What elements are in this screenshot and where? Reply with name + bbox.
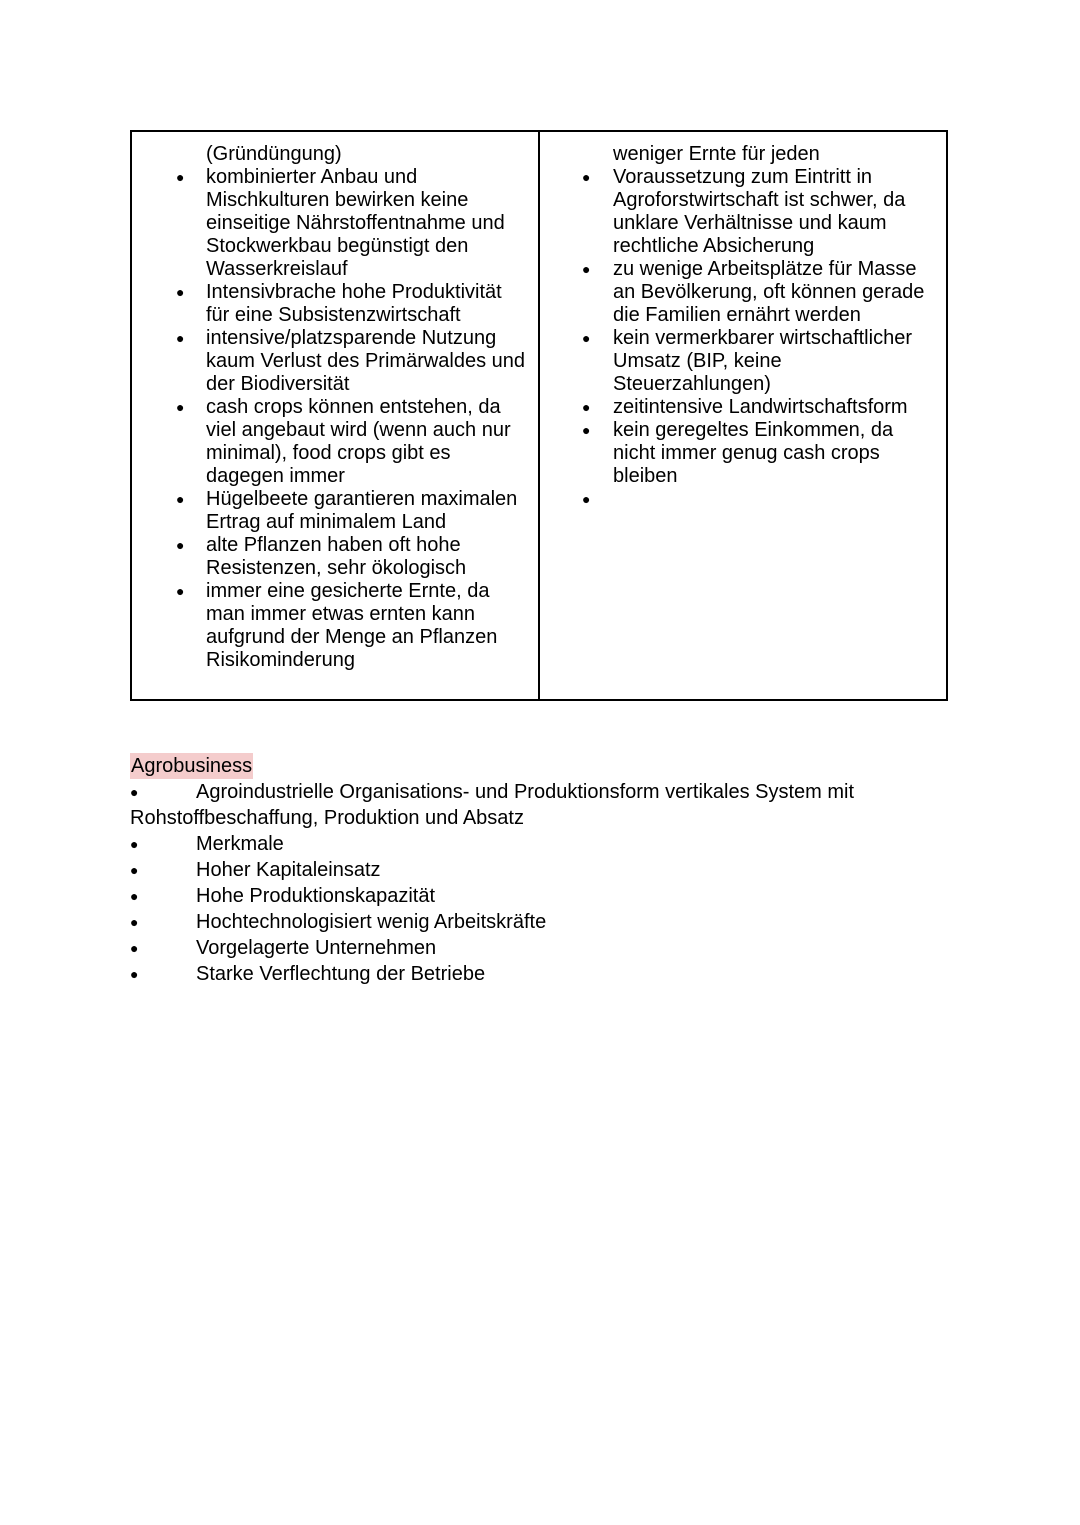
list-item: ● kein vermerkbarer wirtschaftlicher Umsatz (BIP, keine Steuerzahlungen) [613, 327, 938, 396]
list-item-text: Merkmale [196, 833, 284, 855]
list-item-text: Hohe Produktionskapazität [196, 885, 436, 907]
agrobusiness-section [130, 753, 950, 987]
advantages-list [206, 143, 530, 672]
bullet-icon: ● [130, 914, 139, 930]
list-item: ● intensive/platzsparende Nutzung kaum Verlust des Primärwaldes und der Biodiversität [206, 327, 530, 396]
list-item [130, 857, 950, 883]
section-heading: Agrobusiness [131, 755, 253, 777]
list-item-text: Vorgelagerte Unternehmen [196, 937, 437, 959]
list-item: ● zeitintensive Landwirtschaftsform [613, 396, 938, 419]
list-item: weniger Ernte für jeden [613, 143, 820, 165]
list-item [130, 935, 950, 961]
list-item [130, 779, 950, 831]
comparison-table [130, 130, 948, 701]
list-item: ● kombinierter Anbau und Mischkulturen bewirken keine einseitige Nährstoffentnahme und Stockwerkbau begünstigt den Wasserkreislauf [206, 166, 530, 281]
list-item-text-continued: Rohstoffbeschaffung, Produktion und Absatz [130, 807, 524, 829]
list-item [130, 831, 950, 857]
list-item-text: Hoher Kapitaleinsatz [196, 859, 381, 881]
table-cell-advantages [132, 132, 540, 699]
list-item [130, 883, 950, 909]
list-item: ● cash crops können entstehen, da viel angebaut wird (wenn auch nur minimal), food crops gibt es dagegen immer [206, 396, 530, 488]
empty-list-item [613, 488, 938, 511]
list-item-text: Hochtechnologisiert wenig Arbeitskräfte [196, 911, 547, 933]
agrobusiness-list [130, 779, 950, 987]
bullet-icon: ● [130, 888, 139, 904]
list-item-text: Agroindustrielle Organisations- und Produktionsform vertikales System mit [196, 781, 855, 803]
list-item [130, 909, 950, 935]
list-item: ● immer eine gesicherte Ernte, da man immer etwas ernten kann aufgrund der Menge an Pflanzen Risikominderung [206, 580, 530, 672]
list-item: ● kein geregeltes Einkommen, da nicht immer genug cash crops bleiben [613, 419, 938, 488]
table-cell-disadvantages [540, 132, 946, 699]
list-item: ● Hügelbeete garantieren maximalen Ertrag auf minimalem Land [206, 488, 530, 534]
list-item-text: Starke Verflechtung der Betriebe [196, 963, 486, 985]
list-item: ● Voraussetzung zum Eintritt in Agroforstwirtschaft ist schwer, da unklare Verhältnisse und kaum rechtliche Absicherung [613, 166, 938, 258]
list-item: ● alte Pflanzen haben oft hohe Resistenzen, sehr ökologisch [206, 534, 530, 580]
list-item: ● Intensivbrache hohe Produktivität für eine Subsistenzwirtschaft [206, 281, 530, 327]
bullet-icon: ● [130, 862, 139, 878]
bullet-icon: ● [130, 966, 139, 982]
list-item [130, 961, 950, 987]
bullet-icon: ● [130, 836, 139, 852]
bullet-icon: ● [130, 940, 139, 956]
bullet-icon: ● [130, 784, 139, 800]
list-item: ● zu wenige Arbeitsplätze für Masse an Bevölkerung, oft können gerade die Familien ernährt werden [613, 258, 938, 327]
list-item: (Gründüngung) [206, 143, 342, 165]
disadvantages-list [613, 143, 938, 511]
